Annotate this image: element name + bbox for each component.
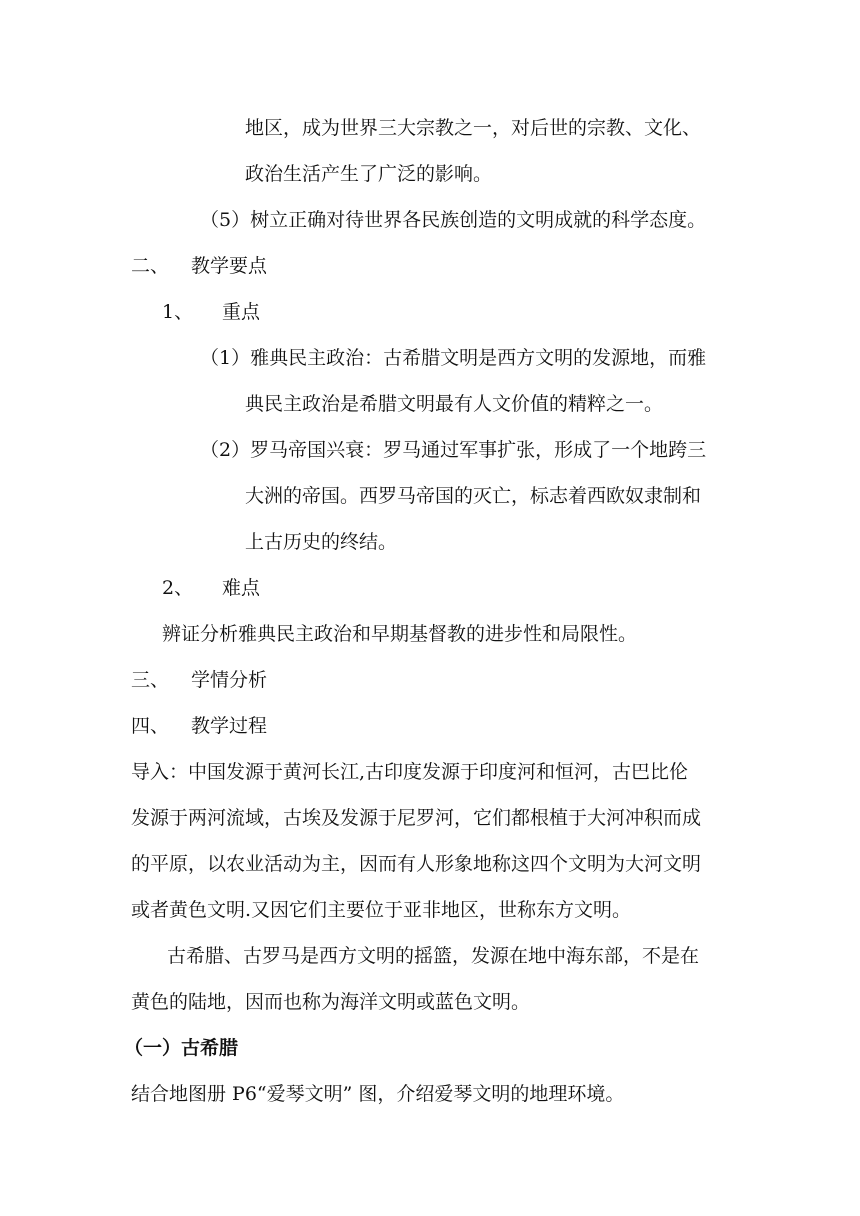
western-line2: 黄色的陆地，因而也称为海洋文明或蓝色文明。 — [131, 991, 531, 1013]
keypoint-1-line1: （1）雅典民主政治：古希腊文明是西方文明的发源地，而雅 — [200, 347, 707, 369]
section-title: 教学过程 — [191, 715, 268, 737]
intro-line4: 或者黄色文明.又因它们主要位于亚非地区，世称东方文明。 — [131, 899, 632, 921]
subheading-keypoints — [162, 300, 260, 324]
section-number: 三、 — [131, 669, 170, 691]
keypoint-2-line3: 上古历史的终结。 — [245, 531, 398, 553]
section-title: 学情分析 — [191, 669, 268, 691]
keypoint-2-line2: 大洲的帝国。西罗马帝国的灭亡，标志着西欧奴隶制和 — [245, 485, 702, 507]
section-number: 二、 — [131, 255, 170, 277]
intro-line3: 的平原，以农业活动为主，因而有人形象地称这四个文明为大河文明 — [131, 853, 702, 875]
keypoint-2-line1: （2）罗马帝国兴衰：罗马通过军事扩张，形成了一个地跨三 — [200, 439, 707, 461]
intro-line2: 发源于两河流域，古埃及发源于尼罗河，它们都根植于大河冲积而成 — [131, 807, 702, 829]
section-heading-4 — [131, 714, 267, 738]
section-heading-3 — [131, 668, 267, 692]
section-number: 四、 — [131, 715, 170, 737]
section-title: 教学要点 — [191, 255, 268, 277]
subheading-difficulties — [162, 576, 260, 600]
section-heading-2 — [131, 254, 267, 278]
subsection-heading: （一）古希腊 — [124, 1037, 239, 1059]
keypoint-1-line2: 典民主政治是希腊文明最有人文价值的精粹之一。 — [245, 393, 664, 415]
difficulties-text: 辨证分析雅典民主政治和早期基督教的进步性和局限性。 — [162, 623, 638, 645]
objective5-cont-line2: 政治生活产生了广泛的影响。 — [245, 163, 493, 185]
objective5-cont-line1: 地区，成为世界三大宗教之一，对后世的宗教、文化、 — [245, 117, 702, 139]
map-instruction: 结合地图册 P6“爱琴文明” 图，介绍爱琴文明的地理环境。 — [131, 1083, 625, 1105]
western-line1: 古希腊、古罗马是西方文明的摇篮，发源在地中海东部，不是在 — [167, 945, 700, 967]
subheading-title: 难点 — [222, 577, 261, 599]
objective-5: （5）树立正确对待世界各民族创造的文明成就的科学态度。 — [200, 209, 707, 231]
subheading-number: 1、 — [162, 301, 194, 323]
subheading-number: 2、 — [162, 577, 194, 599]
intro-line1: 导入：中国发源于黄河长江,古印度发源于印度河和恒河，古巴比伦 — [131, 761, 689, 783]
subheading-title: 重点 — [222, 301, 261, 323]
